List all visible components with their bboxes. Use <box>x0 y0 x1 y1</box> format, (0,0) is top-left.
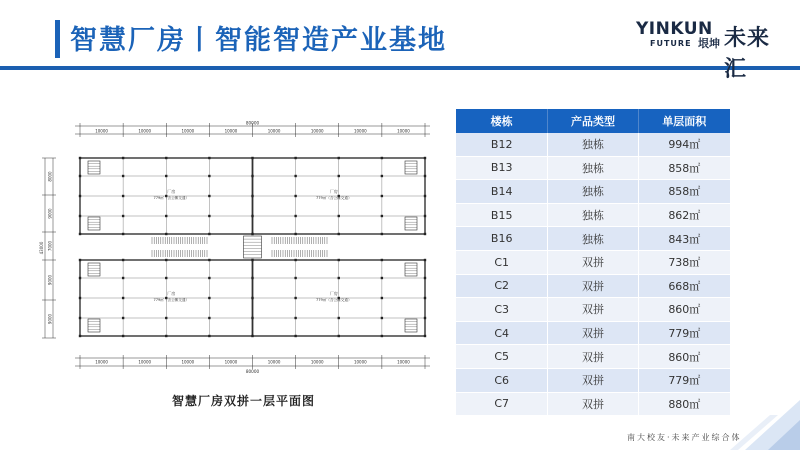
structural-column <box>424 157 426 159</box>
structural-column <box>165 175 167 177</box>
cell-building: B12 <box>456 133 548 156</box>
stair-core <box>405 217 417 230</box>
top-total-dimension-label: 80000 <box>245 120 260 126</box>
cell-product-type: 双拼 <box>548 274 638 298</box>
table-row <box>456 298 730 322</box>
bottom-bay-dimension-label: 10000 <box>95 359 108 365</box>
left-bay-dimension-label: 9000 <box>47 274 53 286</box>
cell-floor-area: 779㎡ <box>638 368 730 392</box>
footer-tagline: 南大校友·未来产业综合体 <box>627 433 742 442</box>
header <box>0 0 800 82</box>
stair-core <box>405 161 417 174</box>
top-bay-dimension-label: 10000 <box>267 128 281 134</box>
top-bay-dimension-label: 10000 <box>95 128 108 134</box>
cell-building: C5 <box>456 345 548 369</box>
room-area-label: 779㎡（含公摊交通） <box>315 196 352 200</box>
brand-logo <box>636 17 786 82</box>
room-label: 厂房 <box>167 189 176 194</box>
table-row <box>456 180 730 204</box>
room-label: 厂房 <box>167 291 176 296</box>
left-bay-dimension-label: 8000 <box>47 171 53 182</box>
top-bay-dimension-label: 10000 <box>397 128 410 134</box>
left-bay-dimension-label: 9000 <box>47 208 53 219</box>
cell-floor-area: 860㎡ <box>638 345 730 369</box>
structural-column <box>251 157 253 159</box>
cell-floor-area: 779㎡ <box>638 321 730 345</box>
structural-column <box>79 195 81 197</box>
cell-product-type: 独栋 <box>548 203 638 227</box>
structural-column <box>79 297 81 299</box>
stair-core <box>88 319 100 332</box>
table-row <box>456 321 730 345</box>
stair-core <box>405 319 417 332</box>
structural-column <box>381 215 383 217</box>
logo-brand-cn-main: 未来汇 <box>724 26 771 82</box>
structural-column <box>79 277 81 279</box>
table-row <box>456 345 730 369</box>
cell-product-type: 独栋 <box>548 227 638 251</box>
room-label: 厂房 <box>329 291 338 296</box>
top-bay-dimension-label: 10000 <box>224 128 238 134</box>
structural-column <box>381 233 383 235</box>
logo-brand-cn-small: 垠坤 <box>698 37 720 50</box>
structural-column <box>294 157 296 159</box>
table-row <box>456 227 730 251</box>
structural-column <box>165 335 167 337</box>
structural-column <box>79 335 81 337</box>
structural-column <box>338 317 340 319</box>
cell-floor-area: 858㎡ <box>638 180 730 204</box>
logo-brand-en: YINKUN <box>636 19 713 39</box>
structural-column <box>294 297 296 299</box>
stair-core <box>88 217 100 230</box>
structural-column <box>208 175 210 177</box>
structural-column <box>251 335 253 337</box>
structural-column <box>122 277 124 279</box>
structural-column <box>381 259 383 261</box>
cell-floor-area: 858㎡ <box>638 156 730 180</box>
cell-building: C2 <box>456 274 548 298</box>
structural-column <box>122 215 124 217</box>
left-bay-dimension-label: 7000 <box>47 240 53 252</box>
left-bay-dimension-label: 9000 <box>47 313 53 325</box>
cell-product-type: 双拼 <box>548 345 638 369</box>
structural-column <box>208 317 210 319</box>
cell-building: C3 <box>456 298 548 322</box>
structural-column <box>208 259 210 261</box>
structural-column <box>251 297 253 299</box>
structural-column <box>79 233 81 235</box>
cell-floor-area: 738㎡ <box>638 250 730 274</box>
cell-floor-area: 843㎡ <box>638 227 730 251</box>
structural-column <box>294 233 296 235</box>
structural-column <box>424 215 426 217</box>
stair-core <box>88 263 100 276</box>
cell-product-type: 双拼 <box>548 250 638 274</box>
structural-column <box>208 335 210 337</box>
bottom-bay-dimension-label: 10000 <box>224 359 238 365</box>
structural-column <box>251 277 253 279</box>
structural-column <box>338 215 340 217</box>
structural-column <box>79 157 81 159</box>
structural-column <box>165 215 167 217</box>
top-bay-dimension-label: 10000 <box>310 128 324 134</box>
cell-building: B14 <box>456 180 548 204</box>
page-title: 智慧厂房丨智能智造产业基地 <box>70 25 447 56</box>
structural-column <box>294 175 296 177</box>
column-header-building: 楼栋 <box>456 109 548 133</box>
cell-building: C1 <box>456 250 548 274</box>
room-label: 厂房 <box>329 189 338 194</box>
cell-product-type: 独栋 <box>548 156 638 180</box>
bottom-bay-dimension-label: 10000 <box>310 359 324 365</box>
bottom-bay-dimension-label: 10000 <box>138 359 152 365</box>
structural-column <box>208 195 210 197</box>
structural-column <box>338 259 340 261</box>
structural-column <box>381 317 383 319</box>
structural-column <box>424 317 426 319</box>
structural-column <box>165 277 167 279</box>
structural-column <box>338 175 340 177</box>
room-area-label: 779㎡（含公摊交通） <box>153 298 190 302</box>
structural-column <box>294 259 296 261</box>
structural-column <box>294 195 296 197</box>
cell-product-type: 双拼 <box>548 368 638 392</box>
logo-brand-en-sub: FUTURE <box>650 39 692 48</box>
structural-column <box>122 175 124 177</box>
cell-product-type: 独栋 <box>548 133 638 156</box>
table-row <box>456 133 730 156</box>
cell-building: B13 <box>456 156 548 180</box>
stair-core <box>88 161 100 174</box>
structural-column <box>122 335 124 337</box>
structural-column <box>381 335 383 337</box>
bottom-bay-dimension-label: 10000 <box>181 359 195 365</box>
top-bay-dimension-label: 10000 <box>138 128 152 134</box>
top-bay-dimension-label: 10000 <box>181 128 195 134</box>
room-area-label: 779㎡（含公摊交通） <box>153 196 190 200</box>
left-total-dimension-label: 43000 <box>39 241 44 255</box>
cell-floor-area: 668㎡ <box>638 274 730 298</box>
structural-column <box>424 233 426 235</box>
bottom-bay-dimension-label: 10000 <box>267 359 281 365</box>
structural-column <box>79 215 81 217</box>
structural-column <box>79 259 81 261</box>
title-accent-bar <box>55 20 60 58</box>
structural-column <box>294 215 296 217</box>
bottom-bay-dimension-label: 10000 <box>397 359 410 365</box>
stair-core <box>405 263 417 276</box>
structural-column <box>165 233 167 235</box>
structural-column <box>424 335 426 337</box>
structural-column <box>165 317 167 319</box>
structural-column <box>208 277 210 279</box>
table-header-row <box>456 109 730 133</box>
structural-column <box>424 195 426 197</box>
structural-column <box>165 259 167 261</box>
table-row <box>456 156 730 180</box>
structural-column <box>122 259 124 261</box>
structural-column <box>381 195 383 197</box>
cell-floor-area: 860㎡ <box>638 298 730 322</box>
column-header-product-type: 产品类型 <box>548 109 638 133</box>
structural-column <box>122 157 124 159</box>
top-bay-dimension-label: 10000 <box>353 128 367 134</box>
cell-building: C4 <box>456 321 548 345</box>
floor-plan-drawing <box>40 120 450 380</box>
structural-column <box>251 233 253 235</box>
structural-column <box>208 297 210 299</box>
cell-product-type: 双拼 <box>548 298 638 322</box>
structural-column <box>251 215 253 217</box>
room-area-label: 779㎡（含公摊交通） <box>315 298 352 302</box>
cell-floor-area: 994㎡ <box>638 133 730 156</box>
structural-column <box>79 175 81 177</box>
structural-column <box>424 259 426 261</box>
structural-column <box>381 157 383 159</box>
cell-building: B15 <box>456 203 548 227</box>
structural-column <box>122 233 124 235</box>
structural-column <box>381 297 383 299</box>
structural-column <box>208 157 210 159</box>
structural-column <box>381 175 383 177</box>
bottom-total-dimension-label: 80000 <box>245 369 260 374</box>
cell-floor-area: 880㎡ <box>638 392 730 416</box>
structural-column <box>338 157 340 159</box>
structural-column <box>338 277 340 279</box>
structural-column <box>79 317 81 319</box>
bottom-bay-dimension-label: 10000 <box>353 359 367 365</box>
cell-building: C6 <box>456 368 548 392</box>
structural-column <box>165 157 167 159</box>
structural-column <box>251 259 253 261</box>
cell-building: C7 <box>456 392 548 416</box>
structural-column <box>122 317 124 319</box>
column-header-floor-area: 单层面积 <box>638 109 730 133</box>
table-row <box>456 368 730 392</box>
header-divider <box>0 66 800 70</box>
structural-column <box>338 335 340 337</box>
cell-product-type: 双拼 <box>548 392 638 416</box>
structural-column <box>251 195 253 197</box>
structural-column <box>381 277 383 279</box>
structural-column <box>122 297 124 299</box>
structural-column <box>294 317 296 319</box>
structural-column <box>251 317 253 319</box>
cell-product-type: 独栋 <box>548 180 638 204</box>
structural-column <box>338 233 340 235</box>
table-row <box>456 250 730 274</box>
structural-column <box>424 175 426 177</box>
structural-column <box>208 215 210 217</box>
building-area-table <box>456 109 730 416</box>
table-row <box>456 274 730 298</box>
structural-column <box>294 335 296 337</box>
structural-column <box>424 277 426 279</box>
structural-column <box>251 175 253 177</box>
structural-column <box>122 195 124 197</box>
cell-building: B16 <box>456 227 548 251</box>
floor-plan-caption: 智慧厂房双拼一层平面图 <box>172 394 316 408</box>
table-row <box>456 392 730 416</box>
cell-product-type: 双拼 <box>548 321 638 345</box>
structural-column <box>424 297 426 299</box>
table-row <box>456 203 730 227</box>
structural-column <box>294 277 296 279</box>
structural-column <box>208 233 210 235</box>
cell-floor-area: 862㎡ <box>638 203 730 227</box>
